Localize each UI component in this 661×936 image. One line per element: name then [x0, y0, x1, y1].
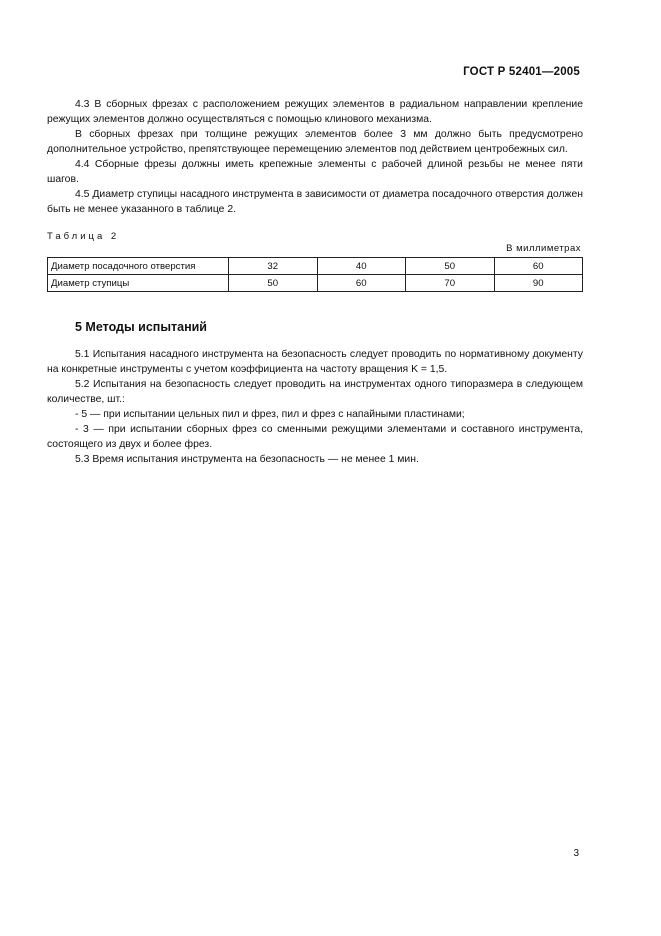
table-cell: 90	[494, 275, 583, 292]
clause-4-body	[47, 97, 583, 217]
table-row	[48, 258, 583, 275]
paragraph-4-3: 4.3 В сборных фрезах с расположением режущих элементов в радиальном направлении крепление режущих элементов должно осуществляться с помощью клинового механизма.	[47, 99, 583, 125]
row-label: Диаметр посадочного отверстия	[48, 258, 229, 275]
clause-5-body	[47, 347, 583, 467]
table-cell: 50	[229, 275, 318, 292]
table-units: В миллиметрах	[506, 243, 581, 254]
table-row	[48, 275, 583, 292]
paragraph-5-3: 5.3 Время испытания инструмента на безопасность — не менее 1 мин.	[75, 454, 419, 465]
paragraph-4-4: 4.4 Сборные фрезы должны иметь крепежные элементы с рабочей длиной резьбы не менее пяти шагов.	[47, 159, 583, 185]
table-cell: 40	[317, 258, 406, 275]
row-label: Диаметр ступицы	[48, 275, 229, 292]
page-number: 3	[573, 848, 579, 859]
table-caption: Таблица 2	[47, 231, 120, 242]
paragraph-4-5: 4.5 Диаметр ступицы насадного инструмента в зависимости от диаметра посадочного отверстия должен быть не менее указанного в таблице 2.	[47, 189, 583, 215]
section-title: 5 Методы испытаний	[75, 320, 207, 334]
list-item: - 5 — при испытании цельных пил и фрез, пил и фрез с напайными пластинами;	[75, 409, 465, 420]
table-cell: 50	[406, 258, 495, 275]
paragraph-4-3-cont: В сборных фрезах при толщине режущих элементов более 3 мм должно быть предусмотрено дополнительное устройство, препятствующее перемещению элементов под действием центробежных сил.	[47, 129, 583, 155]
table-cell: 32	[229, 258, 318, 275]
paragraph-5-2: 5.2 Испытания на безопасность следует проводить на инструментах одного типоразмера в следующем количестве, шт.:	[47, 379, 583, 405]
table-cell: 60	[494, 258, 583, 275]
table-cell: 60	[317, 275, 406, 292]
paragraph-5-1: 5.1 Испытания насадного инструмента на безопасность следует проводить по нормативному документу на конкретные инструменты с учетом коэффициента на частоту вращения K = 1,5.	[47, 349, 583, 375]
document-header: ГОСТ Р 52401—2005	[463, 66, 580, 78]
table-cell: 70	[406, 275, 495, 292]
hub-diameter-table	[47, 257, 583, 292]
list-item: - 3 — при испытании сборных фрез со сменными режущими элементами и составного инструмента, состоящего из двух и более фрез.	[47, 424, 583, 450]
